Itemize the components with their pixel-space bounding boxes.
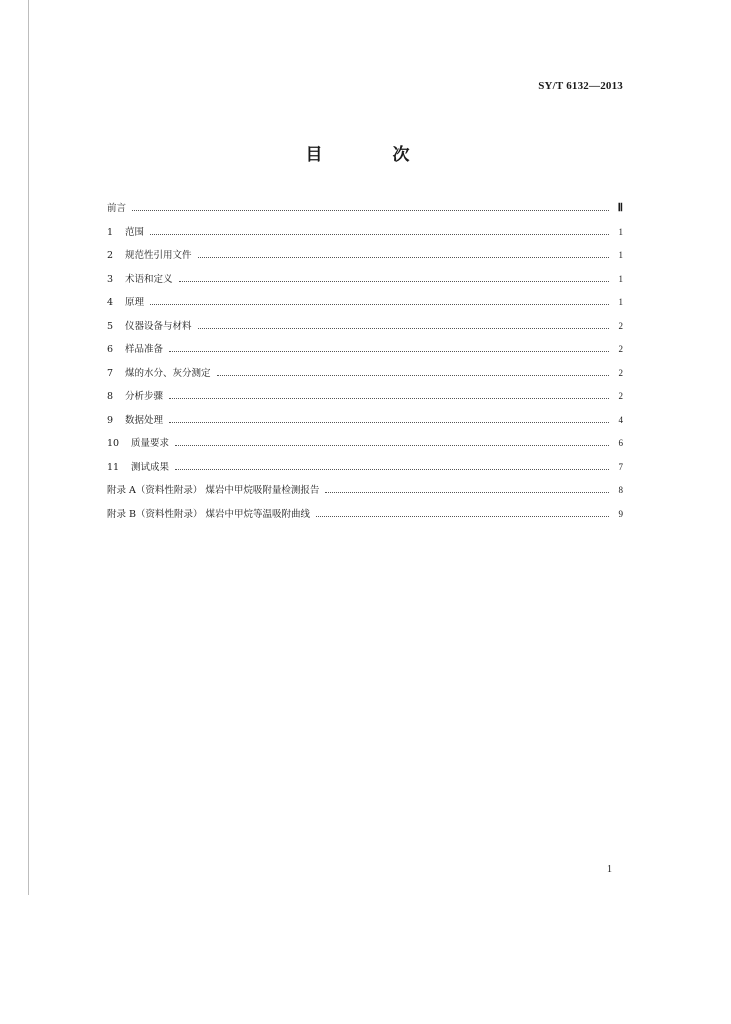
toc-entry-appendix-a[interactable] [107,482,623,506]
toc-entry[interactable] [107,224,623,248]
toc-entry[interactable] [107,341,623,365]
toc-entry-label: 范围 [125,226,145,238]
toc-entry-number: 5 [107,320,114,332]
toc-entry[interactable] [107,318,623,342]
toc-leader-dots [217,374,609,376]
toc-entry[interactable] [107,365,623,389]
toc-leader-dots [169,350,609,352]
toc-leader-dots [325,491,609,493]
toc-entry[interactable] [107,247,623,271]
toc-entry-number: 9 [107,414,114,426]
toc-entry[interactable] [107,459,623,483]
toc-entry[interactable] [107,435,623,459]
toc-entry-page: 1 [618,273,623,284]
toc-entry-page: 2 [618,320,623,331]
toc-entry-label: 测试成果 [131,461,170,473]
toc-entry-label: 样品准备 [125,344,164,355]
binding-edge-line [28,0,29,895]
toc-entry-label: 分析步骤 [125,391,164,402]
toc-entry-page: 2 [618,391,623,401]
toc-entry-label: 附录 A（资料性附录） 煤岩中甲烷吸附量检测报告 [107,485,320,496]
toc-entry[interactable] [107,388,623,412]
toc-entry-label: 质量要求 [131,438,170,449]
toc-leader-dots [150,303,609,305]
toc-entry-label: 附录 B（资料性附录） 煤岩中甲烷等温吸附曲线 [107,508,311,520]
toc-entry-label: 仪器设备与材料 [125,320,192,332]
toc-leader-dots [169,421,609,423]
toc-leader-dots [198,327,609,329]
toc-leader-dots [169,397,609,399]
toc-entry-appendix-b[interactable] [107,506,623,530]
toc-entry[interactable] [107,200,623,224]
toc-entry-number: 2 [107,250,114,261]
toc-entry-label: 数据处理 [125,414,164,426]
toc-leader-dots [198,256,609,258]
toc-entry-page: Ⅱ [617,202,623,214]
toc-entry[interactable] [107,271,623,295]
toc-entry-page: 1 [618,226,623,237]
toc-entry-page: 7 [618,461,623,472]
toc-entry-page: 1 [618,250,623,260]
table-of-contents [107,200,623,529]
toc-entry[interactable] [107,412,623,436]
toc-leader-dots [175,444,609,446]
toc-entry-label: 煤的水分、灰分测定 [125,367,211,379]
toc-entry-label: 原理 [125,297,145,308]
toc-entry-page: 6 [618,438,623,448]
toc-entry-page: 2 [618,344,623,354]
toc-entry-label: 前言 [107,203,127,214]
toc-entry-number: 4 [107,297,114,308]
toc-leader-dots [179,280,609,282]
toc-entry-page: 1 [618,297,623,307]
toc-entry-page: 8 [618,485,623,495]
toc-entry-number: 10 [107,438,120,449]
toc-entry-number: 3 [107,273,114,285]
toc-leader-dots [316,515,609,517]
toc-entry-number: 7 [107,367,114,379]
toc-entry-page: 2 [618,367,623,378]
toc-entry-label: 规范性引用文件 [125,250,192,261]
page-number: 1 [607,864,612,875]
toc-leader-dots [132,209,609,211]
toc-entry[interactable] [107,294,623,318]
toc-entry-page: 4 [618,414,623,425]
toc-entry-number: 11 [107,461,120,473]
toc-entry-number: 6 [107,344,114,355]
standard-code: SY/T 6132—2013 [538,80,623,92]
toc-leader-dots [150,233,609,235]
toc-entry-page: 9 [618,508,623,519]
toc-entry-label: 术语和定义 [125,273,173,285]
toc-entry-number: 1 [107,226,114,238]
page-title: 目 次 [305,145,442,165]
toc-leader-dots [175,468,609,470]
toc-entry-number: 8 [107,391,114,402]
